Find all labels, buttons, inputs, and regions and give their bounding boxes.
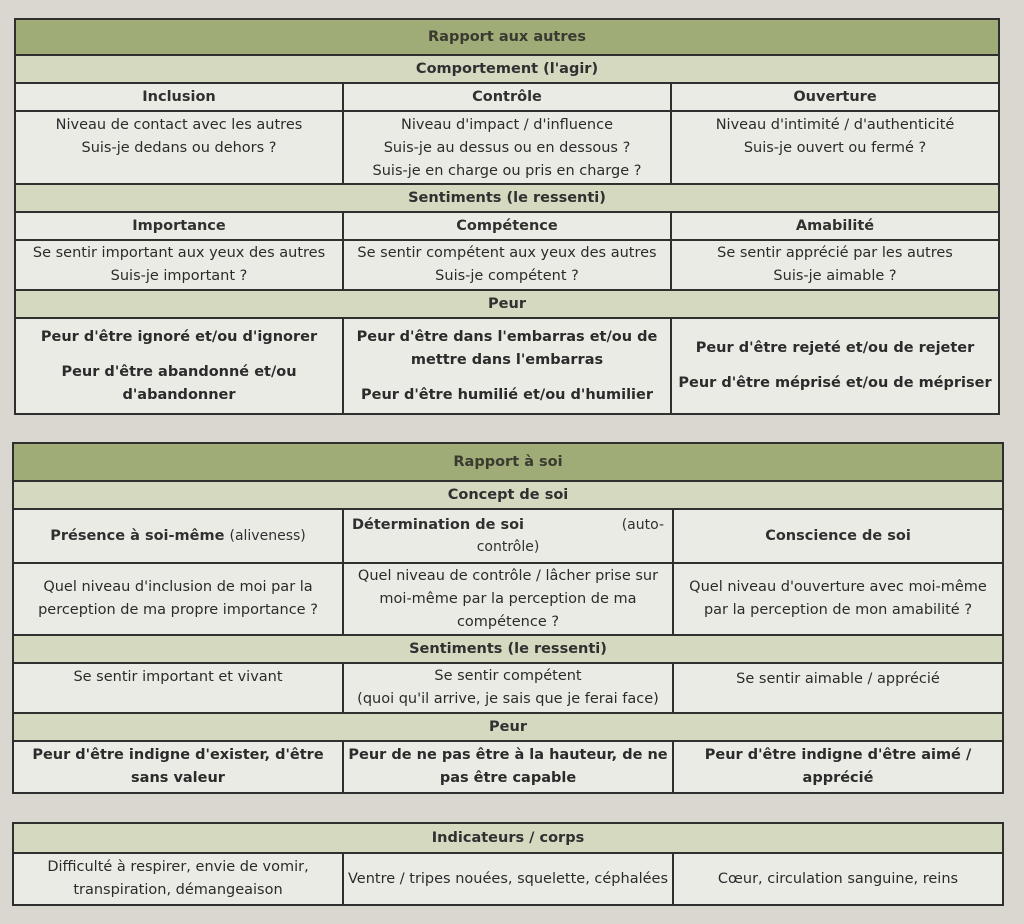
table-title: Rapport à soi [13,443,1003,481]
cell-peur-inclusion [15,318,343,414]
column-header-determination [343,509,673,563]
text-line: Se sentir compétent [434,668,582,684]
fear-item: Peur d'être rejeté et/ou de rejeter [695,340,975,356]
cell-question-controle: Quel niveau de contrôle / lâcher prise sur moi-même par la perception de ma compétence ? [343,563,673,635]
table-title: Rapport aux autres [15,19,999,55]
text-line: Suis-je aimable ? [773,268,897,284]
cell-controle-description [343,111,671,184]
cell-ouverture-description [671,111,999,184]
cell-indicateur-controle: Ventre / tripes nouées, squelette, céphalées [343,853,673,905]
cell-peur-controle [343,318,671,414]
section-heading-indicateurs: Indicateurs / corps [13,823,1003,853]
cell-question-ouverture: Quel niveau d'ouverture avec moi-même par la perception de mon amabilité ? [673,563,1003,635]
text-line: (quoi qu'il arrive, je sais que je ferai face) [357,691,659,707]
column-header-ouverture: Ouverture [671,83,999,111]
cell-peur-capacite: Peur de ne pas être à la hauteur, de ne pas être capable [343,741,673,793]
section-heading-peur: Peur [13,713,1003,741]
text-line: Se sentir apprécié par les autres [717,245,953,261]
section-heading-comportement: Comportement (l'agir) [15,55,999,83]
cell-amabilite-description [671,240,999,290]
table-indicateurs [12,822,1004,906]
header-aux: contrôle) [476,539,540,555]
cell-peur-existence: Peur d'être indigne d'exister, d'être sans valeur [13,741,343,793]
section-heading-peur: Peur [15,290,999,318]
text-line: Se sentir compétent aux yeux des autres [357,245,657,261]
text-line: Se sentir important aux yeux des autres [32,245,326,261]
text-line: Suis-je compétent ? [435,268,579,284]
text-line: Suis-je au dessus ou en dessous ? [383,140,631,156]
column-header-presence [13,509,343,563]
column-header-importance: Importance [15,212,343,240]
cell-peur-ouverture [671,318,999,414]
section-heading-sentiments: Sentiments (le ressenti) [15,184,999,212]
header-aux: (auto- [621,517,664,533]
cell-inclusion-description [15,111,343,184]
column-header-controle: Contrôle [343,83,671,111]
cell-importance-description [15,240,343,290]
text-line: Niveau d'impact / d'influence [401,117,613,133]
table-rapport-aux-autres [14,18,1000,415]
text-line: Niveau d'intimité / d'authenticité [715,117,955,133]
text-line: Niveau de contact avec les autres [55,117,303,133]
column-header-amabilite: Amabilité [671,212,999,240]
fear-item: Peur d'être méprisé et/ou de mépriser [678,375,992,391]
column-header-conscience: Conscience de soi [673,509,1003,563]
fear-item: Peur d'être humilié et/ou d'humilier [360,386,653,403]
fear-item: Peur d'être dans l'embarras et/ou de mettre dans l'embarras [356,328,658,368]
column-header-inclusion: Inclusion [15,83,343,111]
column-header-competence: Compétence [343,212,671,240]
fear-item: Peur d'être ignoré et/ou d'ignorer [40,328,318,345]
cell-question-inclusion: Quel niveau d'inclusion de moi par la perception de ma propre importance ? [13,563,343,635]
fear-item: Peur d'être abandonné et/ou d'abandonner [61,363,297,403]
header-label: Présence à soi-même [50,527,225,544]
cell-sentiment-amabilite: Se sentir aimable / apprécié [673,663,1003,713]
cell-sentiment-importance: Se sentir important et vivant [13,663,343,713]
table-rapport-a-soi [12,442,1004,794]
text-line: Suis-je ouvert ou fermé ? [743,140,927,156]
text-line: Suis-je en charge ou pris en charge ? [372,163,642,179]
text-line: Suis-je important ? [110,268,248,284]
section-heading-sentiments: Sentiments (le ressenti) [13,635,1003,663]
header-label: Détermination de soi [352,517,525,533]
section-heading-concept: Concept de soi [13,481,1003,509]
cell-peur-amour: Peur d'être indigne d'être aimé / apprécié [673,741,1003,793]
text-line: Suis-je dedans ou dehors ? [81,140,277,156]
cell-sentiment-competence [343,663,673,713]
header-aux: (aliveness) [229,527,306,544]
cell-indicateur-ouverture: Cœur, circulation sanguine, reins [673,853,1003,905]
cell-indicateur-inclusion: Difficulté à respirer, envie de vomir, transpiration, démangeaison [13,853,343,905]
cell-competence-description [343,240,671,290]
